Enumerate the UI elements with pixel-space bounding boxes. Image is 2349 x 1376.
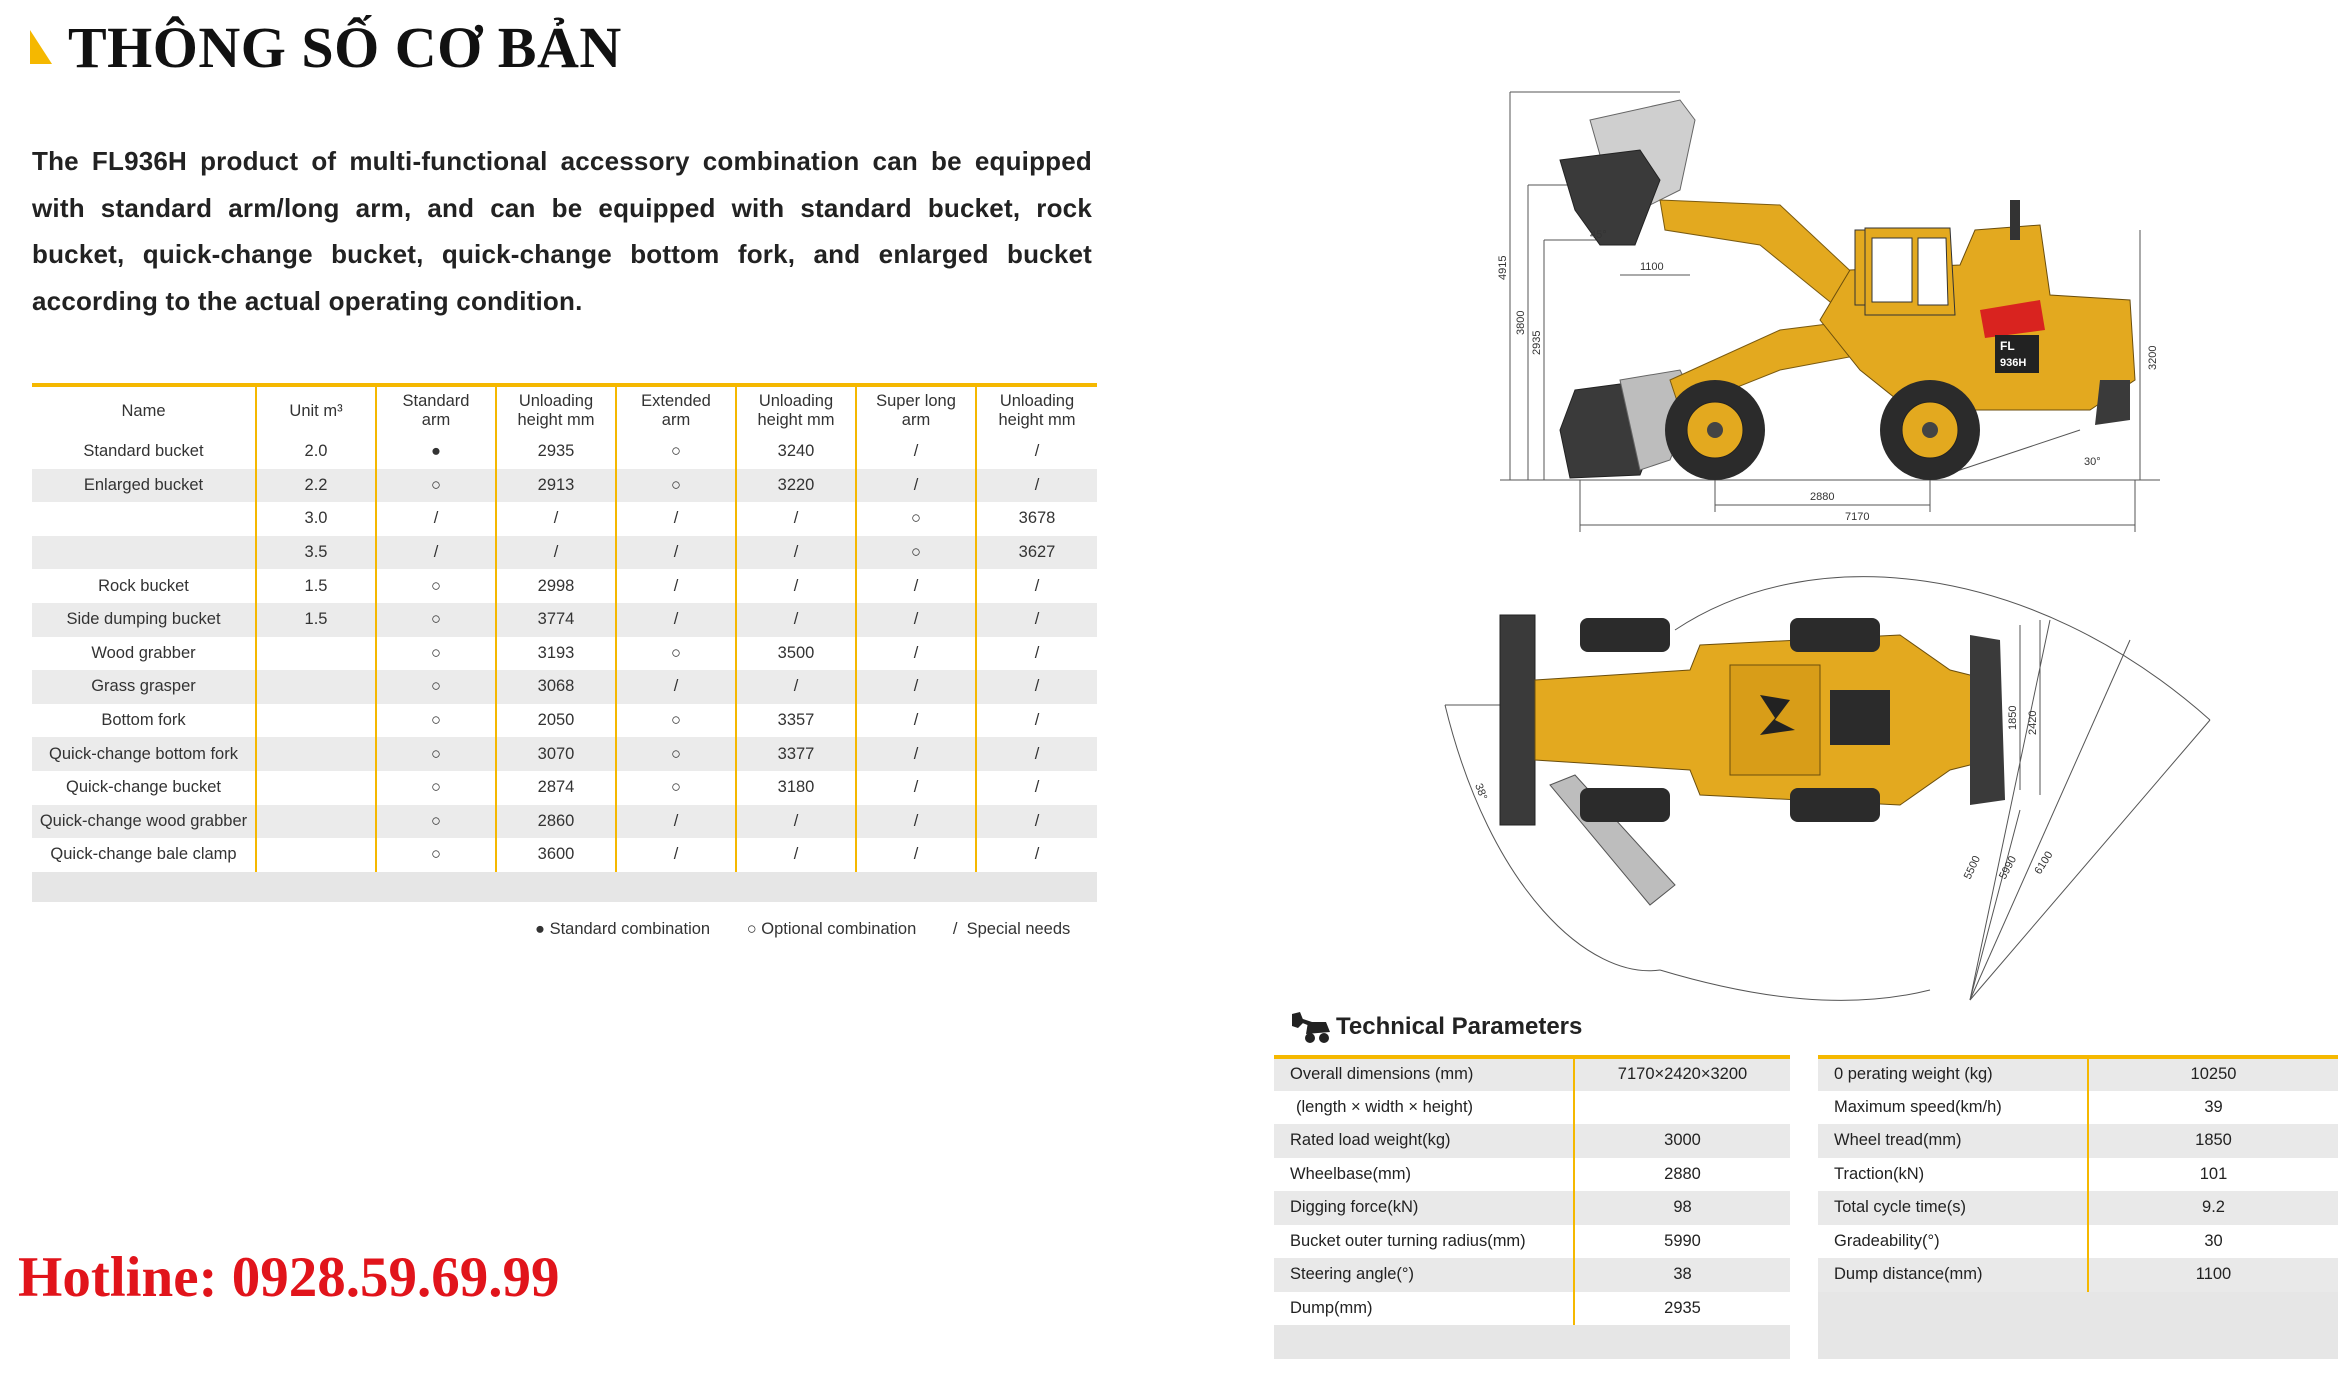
param-row xyxy=(1274,1091,1790,1125)
dim-angle-bottom: 30° xyxy=(2084,456,2101,468)
cell-slong-unloading-height: / xyxy=(976,704,1097,738)
cell-standard-arm: ○ xyxy=(376,637,496,671)
top-engine-grille xyxy=(1830,690,1890,745)
cell-ext-unloading-height: 3500 xyxy=(736,637,856,671)
param-label: Maximum speed(km/h) xyxy=(1818,1091,2088,1125)
cell-unit: 1.5 xyxy=(256,569,376,603)
cell-extended-arm: ○ xyxy=(616,435,736,469)
counterweight xyxy=(2095,380,2130,425)
cell-slong-unloading-height: / xyxy=(976,670,1097,704)
raised-boom-arm xyxy=(1660,200,1860,310)
cell-std-unloading-height: 2913 xyxy=(496,469,616,503)
table-row xyxy=(32,469,1097,503)
cell-super-long-arm: / xyxy=(856,737,976,771)
cell-std-unloading-height: 2860 xyxy=(496,805,616,839)
param-value: 30 xyxy=(2088,1225,2338,1259)
loader-icon xyxy=(1290,1010,1332,1044)
dim-reach: 1100 xyxy=(1640,261,1664,273)
param-value: 98 xyxy=(1574,1191,1790,1225)
param-label: 0 perating weight (kg) xyxy=(1818,1057,2088,1091)
param-row xyxy=(1274,1158,1790,1192)
cell-ext-unloading-height: / xyxy=(736,603,856,637)
cell-name: Bottom fork xyxy=(32,704,256,738)
param-label: Bucket outer turning radius(mm) xyxy=(1274,1225,1574,1259)
cell-standard-arm: / xyxy=(376,536,496,570)
cell-std-unloading-height: 3600 xyxy=(496,838,616,872)
param-value xyxy=(1574,1091,1790,1125)
cell-super-long-arm: / xyxy=(856,469,976,503)
cell-super-long-arm: / xyxy=(856,670,976,704)
legend-optional: ○ Optional combination xyxy=(746,920,917,938)
cell-std-unloading-height: / xyxy=(496,502,616,536)
cell-super-long-arm: / xyxy=(856,771,976,805)
param-label: Gradeability(°) xyxy=(1818,1225,2088,1259)
cell-slong-unloading-height: / xyxy=(976,637,1097,671)
cell-super-long-arm: / xyxy=(856,603,976,637)
param-row xyxy=(1274,1057,1790,1091)
front-wheel xyxy=(1665,380,1765,480)
param-row xyxy=(1274,1292,1790,1326)
dim-track: 1850 xyxy=(2007,705,2019,730)
page-title: THÔNG SỐ CƠ BẢN xyxy=(68,15,622,80)
tech-params-heading xyxy=(1290,1010,1582,1044)
param-label: Dump(mm) xyxy=(1274,1292,1574,1326)
cell-name: Quick-change bale clamp xyxy=(32,838,256,872)
cell-name xyxy=(32,502,256,536)
cell-name: Wood grabber xyxy=(32,637,256,671)
param-row xyxy=(1818,1091,2338,1125)
hotline-text[interactable]: Hotline: 0928.59.69.99 xyxy=(18,1246,560,1309)
param-filler-row xyxy=(1818,1292,2338,1326)
cell-standard-arm: / xyxy=(376,502,496,536)
table-row xyxy=(32,569,1097,603)
dim-r1: 5500 xyxy=(1961,854,1984,882)
cell-name: Quick-change wood grabber xyxy=(32,805,256,839)
cell-name xyxy=(32,536,256,570)
param-label: Rated load weight(kg) xyxy=(1274,1124,1574,1158)
dim-angle-top: 45° xyxy=(1590,229,1607,241)
dim-h2: 3800 xyxy=(1515,310,1527,335)
cell-slong-unloading-height: 3627 xyxy=(976,536,1097,570)
cell-unit xyxy=(256,805,376,839)
cell-extended-arm: ○ xyxy=(616,771,736,805)
cell-extended-arm: / xyxy=(616,603,736,637)
cell-name: Enlarged bucket xyxy=(32,469,256,503)
param-label: Wheelbase(mm) xyxy=(1274,1158,1574,1192)
cell-super-long-arm: / xyxy=(856,637,976,671)
cell-extended-arm: / xyxy=(616,536,736,570)
exhaust-pipe xyxy=(2010,200,2020,240)
tech-params-right-table xyxy=(1818,1055,2338,1359)
intro-paragraph: The FL936H product of multi-functional accessory combination can be equipped with standard arm/long arm, and can be equipped with standard bucket, rock bucket, quick-change bucket, quick-change bottom fork, and enlarged bucket according to the actual operating condition. xyxy=(32,146,1092,316)
cell-super-long-arm: / xyxy=(856,838,976,872)
cell-super-long-arm: ○ xyxy=(856,536,976,570)
param-row xyxy=(1818,1191,2338,1225)
dim-steer-angle: 38° xyxy=(1472,781,1490,802)
dim-height-right: 3200 xyxy=(2147,345,2159,370)
top-rear-left-wheel xyxy=(1790,618,1880,652)
cell-extended-arm: ○ xyxy=(616,737,736,771)
legend-standard: ● Standard combination xyxy=(535,920,711,938)
param-value: 38 xyxy=(1574,1258,1790,1292)
cell-super-long-arm: / xyxy=(856,704,976,738)
param-row xyxy=(1818,1158,2338,1192)
table-legend xyxy=(535,920,1102,939)
cell-ext-unloading-height: / xyxy=(736,670,856,704)
cell-std-unloading-height: 2050 xyxy=(496,704,616,738)
cell-unit: 3.5 xyxy=(256,536,376,570)
cell-name: Quick-change bucket xyxy=(32,771,256,805)
cell-extended-arm: ○ xyxy=(616,704,736,738)
dim-h3: 2935 xyxy=(1531,330,1543,355)
tech-params-title: Technical Parameters xyxy=(1336,1013,1583,1040)
cab-window-side xyxy=(1918,238,1948,305)
cell-name: Side dumping bucket xyxy=(32,603,256,637)
header-name: Name xyxy=(32,385,256,435)
cell-slong-unloading-height: / xyxy=(976,771,1097,805)
cell-slong-unloading-height: / xyxy=(976,838,1097,872)
top-bucket xyxy=(1500,615,1535,825)
top-front-left-wheel xyxy=(1580,618,1670,652)
param-label: Digging force(kN) xyxy=(1274,1191,1574,1225)
table-row xyxy=(32,771,1097,805)
cell-std-unloading-height: 3068 xyxy=(496,670,616,704)
param-label: Traction(kN) xyxy=(1818,1158,2088,1192)
param-label: Dump distance(mm) xyxy=(1818,1258,2088,1292)
cell-standard-arm: ○ xyxy=(376,704,496,738)
header-super-long-arm: Super long arm xyxy=(856,385,976,435)
param-label: Overall dimensions (mm) xyxy=(1274,1057,1574,1091)
param-row xyxy=(1818,1057,2338,1091)
cell-unit: 3.0 xyxy=(256,502,376,536)
cell-unit xyxy=(256,838,376,872)
param-value: 3000 xyxy=(1574,1124,1790,1158)
table-header-row xyxy=(32,385,1097,435)
cell-slong-unloading-height: / xyxy=(976,569,1097,603)
cell-name: Standard bucket xyxy=(32,435,256,469)
cell-name: Quick-change bottom fork xyxy=(32,737,256,771)
cell-ext-unloading-height: 3220 xyxy=(736,469,856,503)
dim-width: 2420 xyxy=(2027,710,2039,735)
rear-wheel xyxy=(1880,380,1980,480)
cell-super-long-arm: / xyxy=(856,569,976,603)
param-value: 1850 xyxy=(2088,1124,2338,1158)
param-filler-row xyxy=(1818,1325,2338,1359)
table-row xyxy=(32,737,1097,771)
cell-standard-arm: ○ xyxy=(376,670,496,704)
top-rear-right-wheel xyxy=(1790,788,1880,822)
param-value: 10250 xyxy=(2088,1057,2338,1091)
cell-extended-arm: ○ xyxy=(616,469,736,503)
cell-extended-arm: / xyxy=(616,502,736,536)
param-value: 7170×2420×3200 xyxy=(1574,1057,1790,1091)
cell-slong-unloading-height: / xyxy=(976,469,1097,503)
cell-extended-arm: / xyxy=(616,805,736,839)
decal-fl: FL xyxy=(2000,339,2015,353)
cell-ext-unloading-height: / xyxy=(736,569,856,603)
cell-super-long-arm: ○ xyxy=(856,502,976,536)
tech-params-left-table xyxy=(1274,1055,1790,1359)
header-standard-arm: Standard arm xyxy=(376,385,496,435)
param-label: (length × width × height) xyxy=(1274,1091,1574,1125)
cell-slong-unloading-height: / xyxy=(976,737,1097,771)
cell-standard-arm: ○ xyxy=(376,737,496,771)
cell-unit xyxy=(256,737,376,771)
header-ext-unloading-height: Unloading height mm xyxy=(736,385,856,435)
top-counterweight xyxy=(1970,635,2005,805)
cell-std-unloading-height: 2935 xyxy=(496,435,616,469)
cell-std-unloading-height: 2874 xyxy=(496,771,616,805)
loader-side-view-drawing xyxy=(1480,80,2180,540)
cell-slong-unloading-height: / xyxy=(976,603,1097,637)
cell-extended-arm: ○ xyxy=(616,637,736,671)
cell-ext-unloading-height: / xyxy=(736,536,856,570)
param-row xyxy=(1818,1124,2338,1158)
header-unit: Unit m³ xyxy=(256,385,376,435)
param-row xyxy=(1274,1191,1790,1225)
cell-ext-unloading-height: 3180 xyxy=(736,771,856,805)
param-value: 101 xyxy=(2088,1158,2338,1192)
param-value: 2935 xyxy=(1574,1292,1790,1326)
cell-ext-unloading-height: / xyxy=(736,838,856,872)
cell-ext-unloading-height: / xyxy=(736,805,856,839)
cell-standard-arm: ○ xyxy=(376,603,496,637)
cell-standard-arm: ● xyxy=(376,435,496,469)
table-row xyxy=(32,603,1097,637)
dim-h1: 4915 xyxy=(1497,255,1509,280)
table-row xyxy=(32,838,1097,872)
cell-slong-unloading-height: / xyxy=(976,805,1097,839)
cell-unit xyxy=(256,637,376,671)
cell-unit: 2.0 xyxy=(256,435,376,469)
cell-std-unloading-height: / xyxy=(496,536,616,570)
cell-unit xyxy=(256,771,376,805)
param-label: Steering angle(°) xyxy=(1274,1258,1574,1292)
header-std-unloading-height: Unloading height mm xyxy=(496,385,616,435)
param-row xyxy=(1274,1258,1790,1292)
param-label: Total cycle time(s) xyxy=(1818,1191,2088,1225)
cab-window-front xyxy=(1872,238,1912,302)
cell-unit xyxy=(256,670,376,704)
table-row xyxy=(32,670,1097,704)
param-row xyxy=(1274,1124,1790,1158)
table-row xyxy=(32,435,1097,469)
dim-r3: 6100 xyxy=(2032,849,2056,877)
cell-super-long-arm: / xyxy=(856,435,976,469)
cell-slong-unloading-height: 3678 xyxy=(976,502,1097,536)
cell-super-long-arm: / xyxy=(856,805,976,839)
param-value: 2880 xyxy=(1574,1158,1790,1192)
param-value: 39 xyxy=(2088,1091,2338,1125)
param-filler-row xyxy=(1274,1325,1790,1359)
loader-top-view-drawing xyxy=(1430,560,2230,1010)
cell-std-unloading-height: 3774 xyxy=(496,603,616,637)
cell-std-unloading-height: 3193 xyxy=(496,637,616,671)
table-row xyxy=(32,637,1097,671)
top-front-right-wheel xyxy=(1580,788,1670,822)
cell-extended-arm: / xyxy=(616,838,736,872)
table-footer-band xyxy=(32,872,1097,902)
table-row xyxy=(32,536,1097,570)
cell-unit: 2.2 xyxy=(256,469,376,503)
cell-unit xyxy=(256,704,376,738)
cell-std-unloading-height: 2998 xyxy=(496,569,616,603)
param-row xyxy=(1818,1258,2338,1292)
dim-r2: 5990 xyxy=(1997,854,2020,882)
cell-standard-arm: ○ xyxy=(376,469,496,503)
cell-extended-arm: / xyxy=(616,670,736,704)
table-row xyxy=(32,502,1097,536)
cell-unit: 1.5 xyxy=(256,603,376,637)
cell-ext-unloading-height: 3240 xyxy=(736,435,856,469)
title-accent-mark xyxy=(30,30,52,64)
cell-ext-unloading-height: / xyxy=(736,502,856,536)
table-row xyxy=(32,805,1097,839)
dim-wheelbase: 2880 xyxy=(1810,491,1835,503)
param-row xyxy=(1274,1225,1790,1259)
cell-standard-arm: ○ xyxy=(376,569,496,603)
cell-standard-arm: ○ xyxy=(376,771,496,805)
param-value: 9.2 xyxy=(2088,1191,2338,1225)
bucket-combination-table xyxy=(32,383,1097,902)
param-value: 1100 xyxy=(2088,1258,2338,1292)
cell-extended-arm: / xyxy=(616,569,736,603)
table-row xyxy=(32,704,1097,738)
cell-slong-unloading-height: / xyxy=(976,435,1097,469)
cell-name: Grass grasper xyxy=(32,670,256,704)
dim-length: 7170 xyxy=(1845,511,1870,523)
cell-name: Rock bucket xyxy=(32,569,256,603)
decal-model: 936H xyxy=(2000,357,2027,369)
cell-standard-arm: ○ xyxy=(376,805,496,839)
param-label: Wheel tread(mm) xyxy=(1818,1124,2088,1158)
param-row xyxy=(1818,1225,2338,1259)
header-slong-unloading-height: Unloading height mm xyxy=(976,385,1097,435)
cell-standard-arm: ○ xyxy=(376,838,496,872)
param-value: 5990 xyxy=(1574,1225,1790,1259)
cell-std-unloading-height: 3070 xyxy=(496,737,616,771)
legend-special: / Special needs xyxy=(952,920,1071,938)
header-extended-arm: Extended arm xyxy=(616,385,736,435)
cell-ext-unloading-height: 3377 xyxy=(736,737,856,771)
cell-ext-unloading-height: 3357 xyxy=(736,704,856,738)
